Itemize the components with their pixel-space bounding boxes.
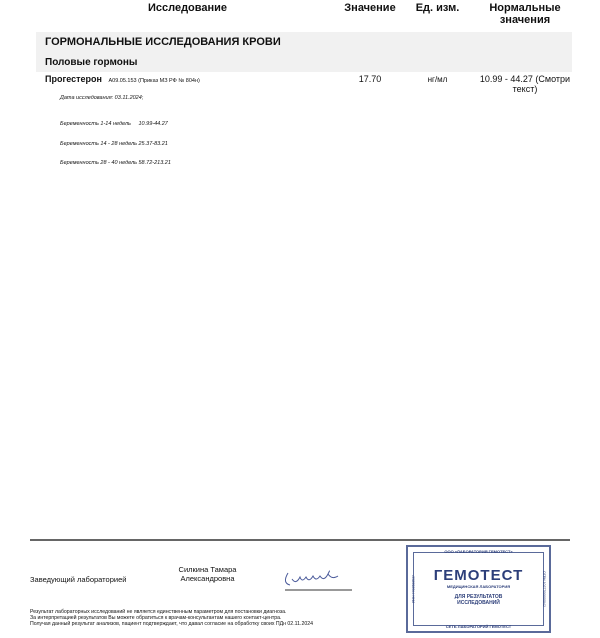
reference-range: Беременность 14 - 28 недель 25.37-83.21 — [60, 140, 168, 147]
disclaimer — [30, 609, 313, 627]
lab-stamp — [406, 545, 551, 633]
col-header-unit: Ед. изм. — [415, 2, 460, 14]
stamp-bottom-text: СЕТЬ ЛАБОРАТОРИЙ ГЕМОТЕСТ — [445, 624, 512, 629]
study-date: Дата исследования: 03.11.2024; — [60, 95, 144, 101]
reference-range: Беременность 1-14 недель 10.99-44.27 — [60, 121, 168, 127]
stamp-brand: ГЕМОТЕСТ — [433, 567, 524, 584]
reference-ranges — [60, 108, 171, 173]
stamp-tagline: МЕДИЦИНСКАЯ ЛАБОРАТОРИЯ — [446, 584, 511, 589]
signer-name: Силкина Тамара Александровна — [178, 565, 237, 583]
col-header-study: Исследование — [147, 2, 228, 14]
result-unit: нг/мл — [427, 75, 448, 84]
result-value: 17.70 — [358, 74, 382, 84]
test-name: Прогестерон — [45, 74, 102, 84]
disclaimer-line: Получая данный результат анализов, пациент подтверждает, что давал согласие на обработку своих ПДн 02.11.2024 — [30, 621, 313, 627]
section-subtitle: Половые гормоны — [45, 57, 138, 68]
result-row — [45, 74, 200, 84]
col-header-value: Значение — [344, 2, 396, 14]
reference-range: Беременность 28 - 40 недель 58.72-213.21 — [60, 160, 171, 166]
disclaimer-line: За интерпретацией результатов Вы можете обратиться к врачам-консультантам нашего контакт-центра. — [30, 615, 282, 621]
divider — [30, 539, 570, 541]
disclaimer-line: Результат лабораторных исследований не является единственным параметром для постановки диагноза. — [30, 609, 287, 615]
section-title: ГОРМОНАЛЬНЫЕ ИССЛЕДОВАНИЯ КРОВИ — [45, 36, 281, 48]
signer-position: Заведующий лабораторией — [30, 575, 127, 584]
test-code: A09.05.153 (Приказ МЗ РФ № 804н) — [108, 78, 200, 84]
stamp-top-text: ООО «ЛАБОРАТОРИЯ ГЕМОТЕСТ» — [444, 549, 513, 554]
stamp-right-text: ОГРН 1027700000842 — [542, 571, 546, 607]
stamp-purpose: ДЛЯ РЕЗУЛЬТАТОВ ИССЛЕДОВАНИЙ — [454, 594, 503, 606]
col-header-norm: Нормальные значения — [489, 2, 561, 26]
signature — [280, 565, 355, 593]
stamp-left-text: ИНН 7708588537 — [411, 575, 416, 604]
result-norm: 10.99 - 44.27 (Смотри текст) — [479, 74, 571, 94]
